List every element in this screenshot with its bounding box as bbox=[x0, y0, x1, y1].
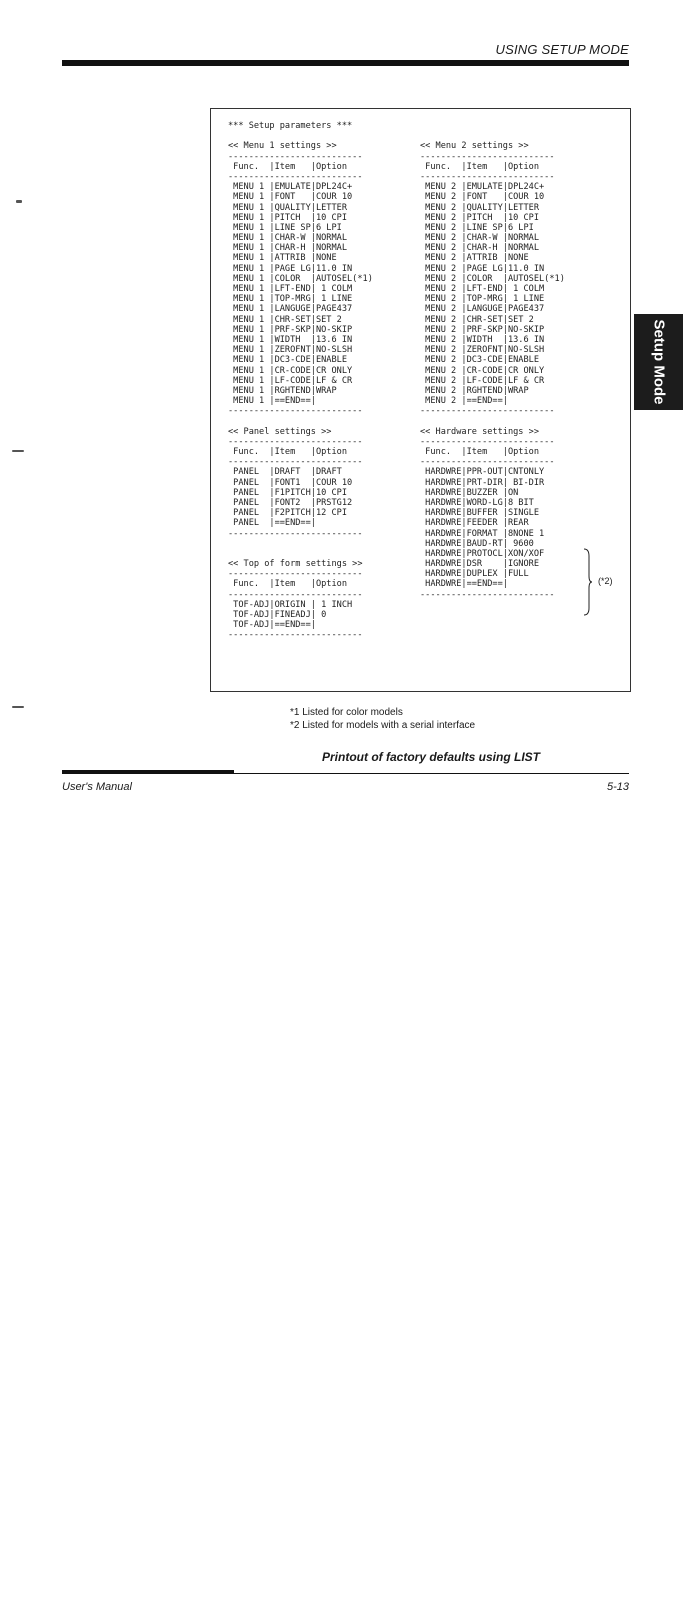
printout-line bbox=[228, 416, 373, 426]
printout-line: << Hardware settings >> bbox=[420, 426, 539, 437]
printout-line: MENU 2 |LANGUGE|PAGE437 bbox=[420, 304, 545, 315]
printout-line: MENU 2 |CHAR-W |NORMAL bbox=[420, 233, 539, 244]
printout-line: HARDWRE|WORD-LG|8 BIT bbox=[420, 497, 534, 508]
printout-line: MENU 1 |LFT-END| 1 COLM bbox=[228, 284, 353, 294]
printout-line: -------------------------- bbox=[228, 457, 363, 468]
printout-line: -------------------------- bbox=[420, 171, 555, 182]
binding-mark bbox=[16, 200, 22, 203]
printout-line: << Menu 1 settings >> bbox=[228, 141, 337, 152]
printout-line: MENU 1 |PRF-SKP|NO-SKIP bbox=[228, 324, 353, 335]
printout-line: -------------------------- bbox=[228, 528, 363, 539]
printout-line: MENU 2 |FONT |COUR 10 bbox=[420, 192, 545, 203]
printout-line: MENU 2 |DC3-CDE|ENABLE bbox=[420, 355, 539, 366]
header-rule bbox=[62, 60, 629, 66]
serial-brace-icon bbox=[583, 548, 593, 616]
printout-line: MENU 2 |PITCH |10 CPI bbox=[420, 212, 539, 223]
printout-line bbox=[228, 131, 373, 141]
printout-line: Func. |Item |Option bbox=[420, 161, 539, 172]
printout-line: HARDWRE|BAUD-RT| 9600 bbox=[420, 538, 534, 549]
side-tab bbox=[634, 314, 683, 410]
printout-line: MENU 2 |LFT-END| 1 COLM bbox=[420, 284, 545, 294]
printout-line: -------------------------- bbox=[228, 569, 363, 580]
printout-line: -------------------------- bbox=[228, 171, 363, 182]
printout-line bbox=[228, 539, 373, 549]
printout-line: -------------------------- bbox=[228, 589, 363, 600]
footnote-color-models: *1 Listed for color models bbox=[290, 707, 403, 718]
printout-line bbox=[420, 121, 565, 131]
printout-line: MENU 2 |==END==| bbox=[420, 396, 508, 407]
binding-mark bbox=[12, 706, 24, 708]
printout-line: TOF-ADJ|==END==| bbox=[228, 620, 316, 631]
printout-line: Func. |Item |Option bbox=[228, 161, 347, 172]
printout-line: MENU 1 |ZEROFNT|NO-SLSH bbox=[228, 345, 353, 356]
printout-line: HARDWRE|FEEDER |REAR bbox=[420, 518, 529, 529]
printout-line: MENU 2 |CHAR-H |NORMAL bbox=[420, 243, 539, 254]
printout-line: PANEL |DRAFT |DRAFT bbox=[228, 467, 342, 478]
printout-line: PANEL |==END==| bbox=[228, 518, 316, 529]
printout-line: HARDWRE|DSR |IGNORE bbox=[420, 559, 539, 570]
printout-line: MENU 1 |PAGE LG|11.0 IN bbox=[228, 263, 353, 274]
printout-line: -------------------------- bbox=[420, 589, 555, 600]
printout-line: MENU 1 |CR-CODE|CR ONLY bbox=[228, 365, 353, 376]
printout-line: PANEL |F1PITCH|10 CPI bbox=[228, 487, 347, 498]
printout-line: -------------------------- bbox=[420, 151, 555, 162]
binding-mark bbox=[12, 450, 24, 452]
printout-line: -------------------------- bbox=[228, 151, 363, 162]
printout-line: HARDWRE|BUZZER |ON bbox=[420, 487, 519, 498]
printout-line: HARDWRE|DUPLEX |FULL bbox=[420, 569, 529, 580]
printout-line: MENU 2 |CR-CODE|CR ONLY bbox=[420, 365, 545, 376]
printout-line: -------------------------- bbox=[228, 630, 363, 641]
printout-line: HARDWRE|PROTOCL|XON/XOF bbox=[420, 548, 545, 559]
printout-line: MENU 2 |RGHTEND|WRAP bbox=[420, 385, 529, 396]
printout-line: -------------------------- bbox=[420, 457, 555, 468]
printout-line: MENU 1 |TOP-MRG| 1 LINE bbox=[228, 294, 353, 305]
printout-line: Func. |Item |Option bbox=[420, 447, 539, 457]
printout-line: -------------------------- bbox=[228, 406, 363, 417]
printout-line: << Panel settings >> bbox=[228, 426, 332, 437]
printout-line: MENU 2 |LINE SP|6 LPI bbox=[420, 222, 534, 233]
printout-line: MENU 2 |TOP-MRG| 1 LINE bbox=[420, 294, 545, 305]
printout-line: MENU 1 |CHAR-H |NORMAL bbox=[228, 243, 347, 254]
footer-page-number: 5-13 bbox=[606, 781, 629, 793]
printout-line: PANEL |FONT1 |COUR 10 bbox=[228, 477, 353, 488]
printout-line: HARDWRE|PPR-OUT|CNTONLY bbox=[420, 467, 545, 478]
printout-line: PANEL |FONT2 |PRSTG12 bbox=[228, 497, 353, 508]
printout-line: MENU 2 |PAGE LG|11.0 IN bbox=[420, 263, 545, 274]
printout-line: HARDWRE|PRT-DIR| BI-DIR bbox=[420, 477, 545, 488]
printout-line: MENU 1 |ATTRIB |NONE bbox=[228, 253, 337, 264]
page-header-title: USING SETUP MODE bbox=[495, 42, 629, 57]
printout-line: MENU 2 |ZEROFNT|NO-SLSH bbox=[420, 345, 545, 356]
printout-line: MENU 1 |RGHTEND|WRAP bbox=[228, 385, 337, 396]
footer-rule-thin bbox=[62, 773, 629, 774]
printout-right-column bbox=[420, 121, 565, 600]
printout-line: MENU 2 |EMULATE|DPL24C+ bbox=[420, 182, 545, 193]
printout-line: PANEL |F2PITCH|12 CPI bbox=[228, 508, 347, 519]
printout-line: MENU 1 |CHR-SET|SET 2 bbox=[228, 314, 342, 325]
printout-line: MENU 1 |WIDTH |13.6 IN bbox=[228, 334, 353, 345]
printout-line: MENU 1 |LANGUGE|PAGE437 bbox=[228, 304, 353, 315]
printout-line: MENU 1 |PITCH |10 CPI bbox=[228, 212, 347, 223]
printout-line: MENU 2 |QUALITY|LETTER bbox=[420, 202, 539, 213]
printout-line: *** Setup parameters *** bbox=[228, 121, 353, 131]
printout-line: -------------------------- bbox=[420, 436, 555, 447]
printout-line: MENU 2 |LF-CODE|LF & CR bbox=[420, 375, 545, 386]
printout-line: MENU 1 |COLOR |AUTOSEL(*1) bbox=[228, 273, 373, 284]
side-tab-label: Setup Mode bbox=[650, 319, 667, 405]
serial-brace-label: (*2) bbox=[598, 576, 613, 586]
printout-line: MENU 1 |LF-CODE|LF & CR bbox=[228, 375, 353, 386]
printout-line: MENU 1 |EMULATE|DPL24C+ bbox=[228, 182, 353, 193]
printout-line: HARDWRE|BUFFER |SINGLE bbox=[420, 508, 539, 519]
printout-line: -------------------------- bbox=[228, 436, 363, 447]
printout-line: MENU 1 |FONT |COUR 10 bbox=[228, 192, 353, 203]
printout-line: << Top of form settings >> bbox=[228, 559, 363, 570]
printout-line bbox=[420, 416, 565, 426]
figure-caption: Printout of factory defaults using LIST bbox=[322, 750, 541, 764]
printout-line: TOF-ADJ|ORIGIN | 1 INCH bbox=[228, 599, 353, 610]
printout-line: << Menu 2 settings >> bbox=[420, 141, 529, 152]
printout-line: MENU 2 |CHR-SET|SET 2 bbox=[420, 314, 534, 325]
printout-line: MENU 2 |PRF-SKP|NO-SKIP bbox=[420, 324, 545, 335]
printout-line: MENU 2 |WIDTH |13.6 IN bbox=[420, 334, 545, 345]
printout-line: MENU 2 |COLOR |AUTOSEL(*1) bbox=[420, 273, 565, 284]
printout-line: MENU 1 |LINE SP|6 LPI bbox=[228, 222, 342, 233]
printout-line: Func. |Item |Option bbox=[228, 447, 347, 457]
printout-line: HARDWRE|==END==| bbox=[420, 579, 508, 590]
footer-manual-name: User's Manual bbox=[62, 781, 132, 793]
printout-line: HARDWRE|FORMAT |8NONE 1 bbox=[420, 528, 545, 539]
printout-line: MENU 1 |DC3-CDE|ENABLE bbox=[228, 355, 347, 366]
printout-line: Func. |Item |Option bbox=[228, 579, 347, 590]
printout-line bbox=[228, 549, 373, 559]
printout-line: MENU 2 |ATTRIB |NONE bbox=[420, 253, 529, 264]
printout-line: MENU 1 |QUALITY|LETTER bbox=[228, 202, 347, 213]
printout-line bbox=[420, 131, 565, 141]
printout-line: MENU 1 |==END==| bbox=[228, 396, 316, 407]
printout-line: MENU 1 |CHAR-W |NORMAL bbox=[228, 233, 347, 244]
printout-line: -------------------------- bbox=[420, 406, 555, 417]
printout-left-column bbox=[228, 121, 373, 641]
footnote-serial-interface: *2 Listed for models with a serial interface bbox=[290, 720, 476, 731]
printout-line: TOF-ADJ|FINEADJ| 0 bbox=[228, 610, 327, 620]
